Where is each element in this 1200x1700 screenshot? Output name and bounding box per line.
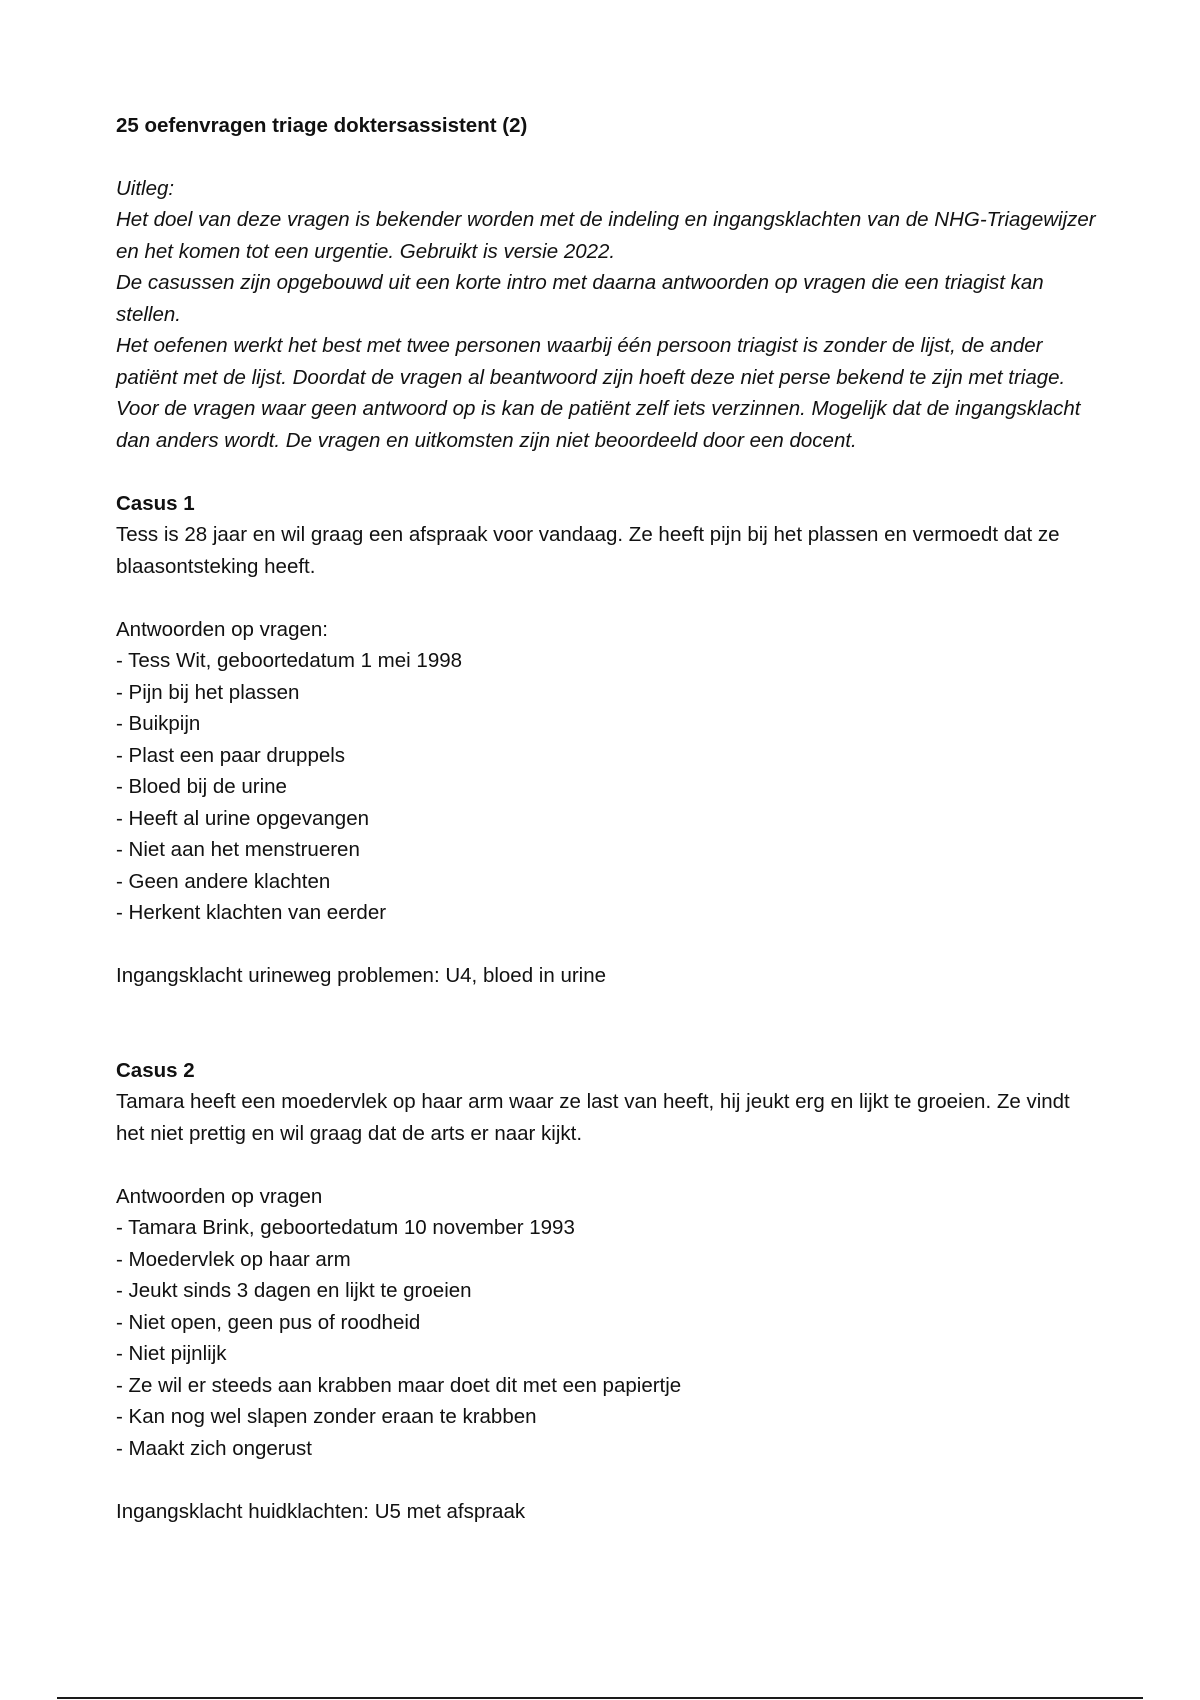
list-item: - Moedervlek op haar arm xyxy=(116,1247,351,1271)
list-item: - Herkent klachten van eerder xyxy=(116,901,387,924)
intro-heading: Uitleg: xyxy=(116,176,175,200)
case-2 xyxy=(116,1055,1096,1528)
case-description: Tamara heeft een moedervlek op haar arm waar ze last van heeft, hij jeukt erg en lijkt te groeien. Ze vindt het niet prettig en wil graag dat de arts er naar kijkt. xyxy=(116,1090,1070,1145)
list-item: - Kan nog wel slapen zonder eraan te krabben xyxy=(116,1405,537,1428)
answers-list xyxy=(116,1212,1096,1464)
answers-heading: Antwoorden op vragen: xyxy=(116,617,328,641)
list-item: - Niet aan het menstrueren xyxy=(116,838,360,861)
list-item: - Tess Wit, geboortedatum 1 mei 1998 xyxy=(116,649,463,672)
list-item: - Heeft al urine opgevangen xyxy=(116,806,370,830)
page-bottom-divider xyxy=(57,1697,1143,1699)
intro-paragraph: De casussen zijn opgebouwd uit een korte intro met daarna antwoorden op vragen die een triagist kan stellen. xyxy=(116,271,1044,326)
intro-paragraph: Het doel van deze vragen is bekender worden met de indeling en ingangsklachten van de NHG-Triagewijzer en het komen tot een urgentie. Gebruikt is versie 2022. xyxy=(116,208,1096,263)
case-description: Tess is 28 jaar en wil graag een afspraak voor vandaag. Ze heeft pijn bij het plassen en vermoedt dat ze blaasontsteking heeft. xyxy=(116,523,1060,578)
list-item: - Niet pijnlijk xyxy=(116,1342,227,1365)
case-title: Casus 2 xyxy=(116,1058,195,1082)
page-title: 25 oefenvragen triage doktersassistent (2) xyxy=(116,114,528,137)
list-item: - Pijn bij het plassen xyxy=(116,680,300,704)
entry-complaint: Ingangsklacht huidklachten: U5 met afspraak xyxy=(116,1499,526,1523)
list-item: - Tamara Brink, geboortedatum 10 november 1993 xyxy=(116,1216,575,1239)
list-item: - Bloed bij de urine xyxy=(116,775,287,798)
list-item: - Buikpijn xyxy=(116,712,201,735)
case-1 xyxy=(116,488,1096,992)
answers-heading: Antwoorden op vragen xyxy=(116,1184,323,1208)
answers-list xyxy=(116,645,1096,929)
list-item: - Geen andere klachten xyxy=(116,869,331,893)
list-item: - Jeukt sinds 3 dagen en lijkt te groeien xyxy=(116,1279,472,1302)
list-item: - Maakt zich ongerust xyxy=(116,1436,312,1460)
list-item: - Niet open, geen pus of roodheid xyxy=(116,1310,421,1334)
list-item: - Plast een paar druppels xyxy=(116,743,346,767)
list-item: - Ze wil er steeds aan krabben maar doet dit met een papiertje xyxy=(116,1373,682,1397)
intro-paragraph: Het oefenen werkt het best met twee personen waarbij één persoon triagist is zonder de lijst, de ander patiënt met de lijst. Doordat de vragen al beantwoord zijn hoeft deze niet perse bekend te zijn met triage. Voor de vragen waar geen antwoord op is kan de patiënt zelf iets verzinnen. Mogelijk dat de ingangsklacht dan anders wordt. De vragen en uitkomsten zijn niet beoordeeld door een docent. xyxy=(116,334,1081,452)
case-title: Casus 1 xyxy=(116,491,195,515)
entry-complaint: Ingangsklacht urineweg problemen: U4, bloed in urine xyxy=(116,964,607,987)
intro-section xyxy=(116,173,1096,457)
document-page xyxy=(116,110,1096,1527)
